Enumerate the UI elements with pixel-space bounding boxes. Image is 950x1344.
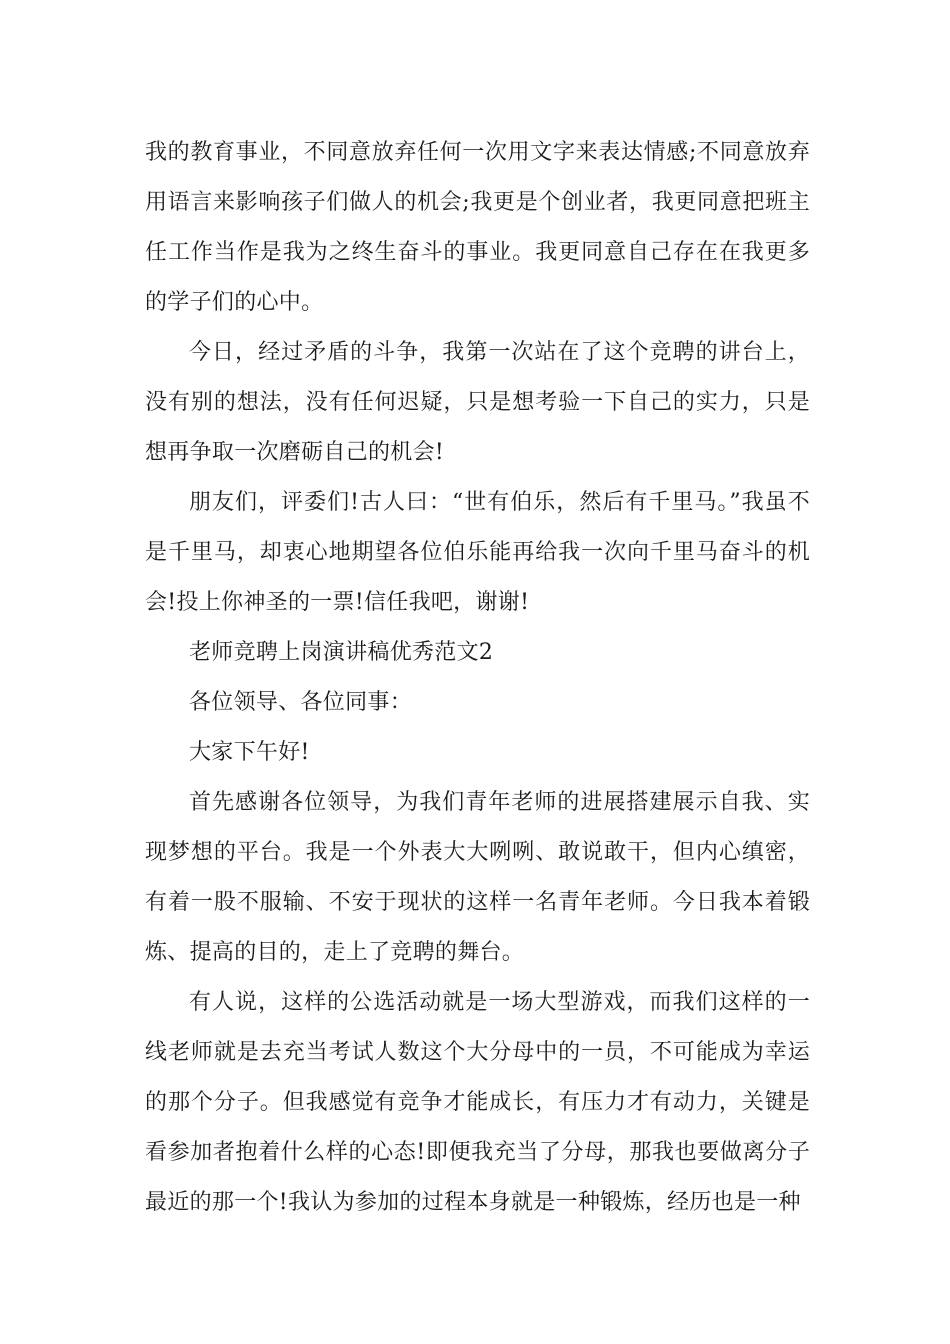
document-body	[145, 128, 810, 1228]
salutation: 各位领导、各位同事：	[189, 690, 413, 715]
paragraph-7: 首先感谢各位领导，为我们青年老师的进展搭建展示自我、实现梦想的平台。我是一个外表大大咧咧、敢说敢干，但内心缜密，有着一股不服输、不安于现状的这样一名青年老师。今日我本着锻炼、提高的目的，走上了竞聘的舞台。	[145, 790, 810, 965]
paragraph-8: 有人说，这样的公选活动就是一场大型游戏，而我们这样的一线老师就是去充当考试人数这个大分母中的一员，不可能成为幸运的那个分子。但我感觉有竞争才能成长，有压力才有动力，关键是看参加者抱着什么样的心态!即便我充当了分母，那我也要做离分子最近的那一个!我认为参加的过程本身就是一种锻炼，经历也是一种	[145, 990, 810, 1215]
section-heading: 老师竞聘上岗演讲稿优秀范文2	[189, 640, 494, 665]
greeting: 大家下午好!	[189, 740, 310, 765]
paragraph-2: 今日，经过矛盾的斗争，我第一次站在了这个竞聘的讲台上，没有别的想法，没有任何迟疑，只是想考验一下自己的实力，只是想再争取一次磨砺自己的机会!	[145, 340, 810, 465]
paragraph-3: 朋友们，评委们!古人曰：“世有伯乐，然后有千里马。”我虽不是千里马，却衷心地期望各位伯乐能再给我一次向千里马奋斗的机会!投上你神圣的一票!信任我吧，谢谢!	[145, 490, 810, 615]
paragraph-1: 我的教育事业，不同意放弃任何一次用文字来表达情感;不同意放弃用语言来影响孩子们做人的机会;我更是个创业者，我更同意把班主任工作当作是我为之终生奋斗的事业。我更同意自己存在在我更多的学子们的心中。	[145, 140, 810, 315]
